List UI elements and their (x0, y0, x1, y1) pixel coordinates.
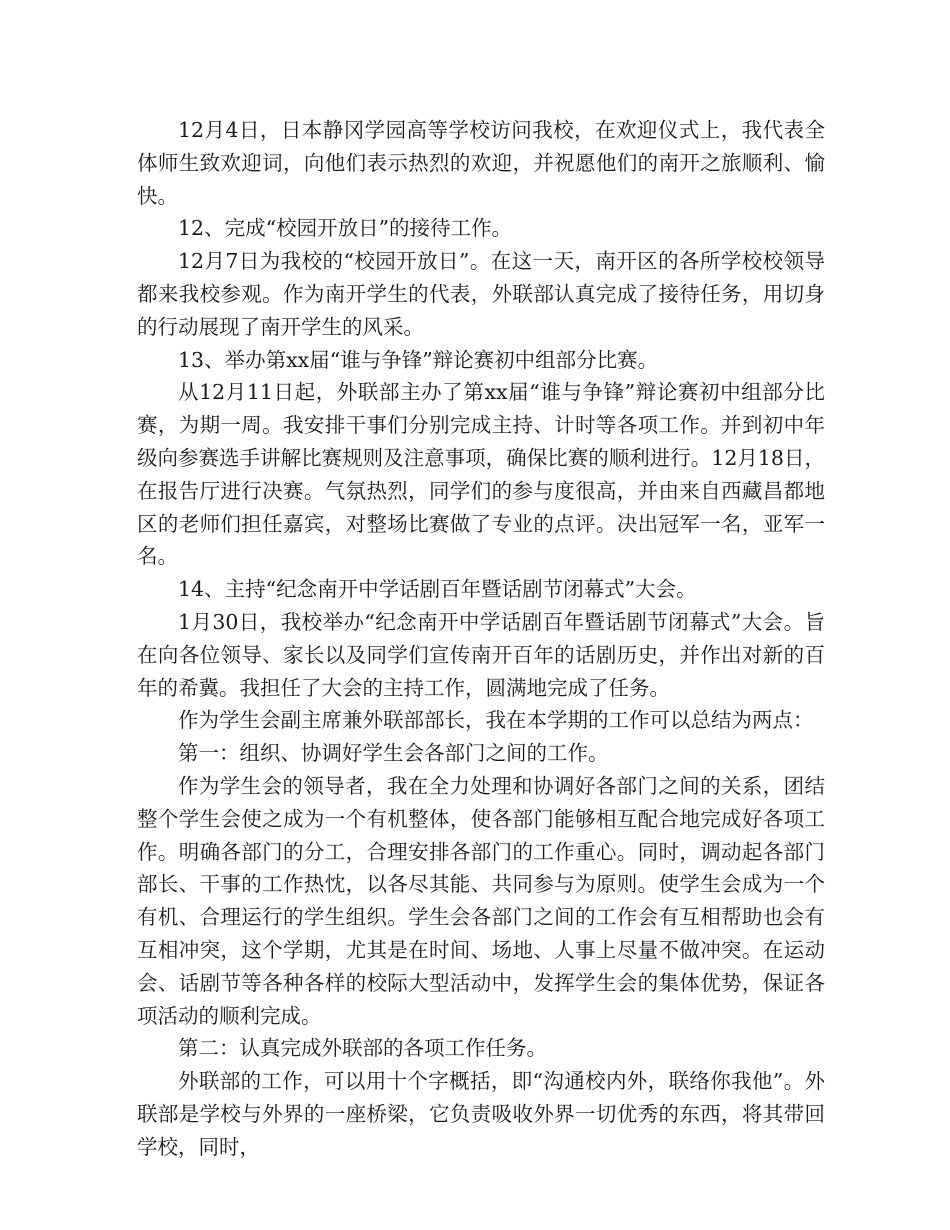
paragraph-coordination: 作为学生会的领导者，我在全力处理和协调好各部门之间的关系，团结整个学生会使之成为一个有机整体，使各部门能够相互配合地完成好各项工作。明确各部门的分工，合理安排各部门的工作重心。同时，调动起各部门部长、干事的工作热忱，以各尽其能、共同参与为原则。使学生会成为一个有机、合理运行的学生组织。学生会各部门之间的工作会有互相帮助也会有互相冲突，这个学期，尤其是在时间、场地、人事上尽量不做冲突。在运动会、话剧节等各种各样的校际大型活动中，发挥学生会的集体优势，保证各项活动的顺利完成。 (137, 773, 825, 1028)
heading-point-two: 第二：认真完成外联部的各项工作任务。 (178, 1036, 547, 1061)
heading-point-one: 第一：组织、协调好学生会各部门之间的工作。 (178, 741, 609, 766)
document-body (137, 114, 825, 1164)
paragraph-debate-contest: 从12月11日起，外联部主办了第xx届“谁与争锋”辩论赛初中组部分比赛，为期一周。我安排干事们分别完成主持、计时等各项工作。并到初中年级向参赛选手讲解比赛规则及注意事项，确保比赛的顺利进行。12月18日，在报告厅进行决赛。气氛热烈，同学们的参与度很高，并由来自西藏昌都地区的老师们担任嘉宾，对整场比赛做了专业的点评。决出冠军一名，亚军一名。 (137, 380, 825, 569)
paragraph-external-relations: 外联部的工作，可以用十个字概括，即“沟通校内外，联络你我他”。外联部是学校与外界的一座桥梁，它负责吸收外界一切优秀的东西，将其带回学校，同时， (137, 1069, 825, 1159)
paragraph-open-day: 12月7日为我校的“校园开放日”。在这一天，南开区的各所学校校领导都来我校参观。作为南开学生的代表，外联部认真完成了接待任务，用切身的行动展现了南开学生的风采。 (137, 249, 825, 339)
heading-item-12: 12、完成“校园开放日”的接待工作。 (178, 216, 513, 241)
paragraph-summary-intro: 作为学生会副主席兼外联部部长，我在本学期的工作可以总结为两点： (178, 708, 814, 733)
paragraph-drama-closing: 1月30日，我校举办“纪念南开中学话剧百年暨话剧节闭幕式”大会。旨在向各位领导、家长以及同学们宣传南开百年的话剧历史，并作出对新的百年的希冀。我担任了大会的主持工作，圆满地完成了任务。 (137, 609, 825, 700)
heading-item-13: 13、举办第xx届“谁与争锋”辩论赛初中组部分比赛。 (178, 347, 659, 372)
paragraph-welcome-ceremony: 12月4日，日本静冈学园高等学校访问我校，在欢迎仪式上，我代表全体师生致欢迎词，向他们表示热烈的欢迎，并祝愿他们的南开之旅顺利、愉快。 (137, 118, 825, 208)
heading-item-14: 14、主持“纪念南开中学话剧百年暨话剧节闭幕式”大会。 (178, 577, 697, 602)
